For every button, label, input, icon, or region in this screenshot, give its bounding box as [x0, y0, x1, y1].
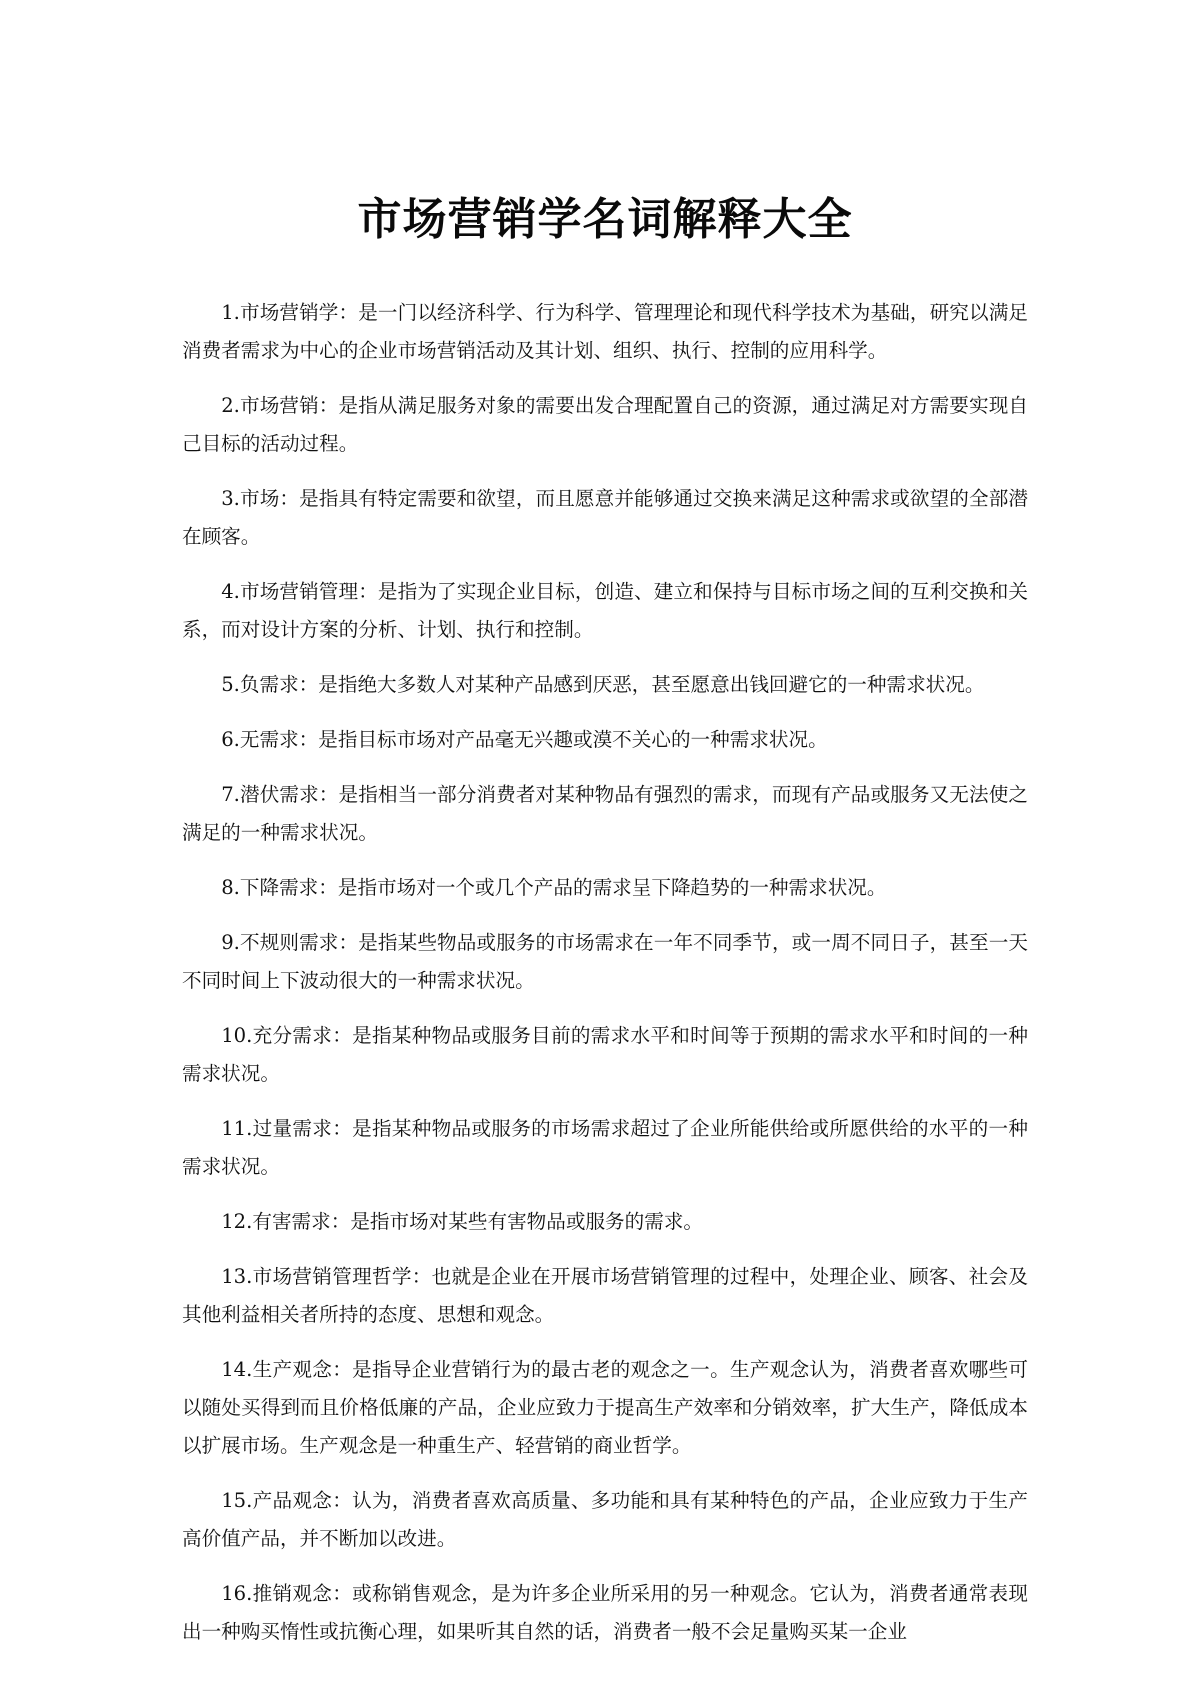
definition-list [182, 294, 1028, 1668]
definition-entry-11: 11.过量需求：是指某种物品或服务的市场需求超过了企业所能供给或所愿供给的水平的一种需求状况。 [182, 1117, 1028, 1178]
definition-entry-12: 12.有害需求：是指市场对某些有害物品或服务的需求。 [221, 1210, 704, 1233]
definition-entry-15: 15.产品观念：认为，消费者喜欢高质量、多功能和具有某种特色的产品，企业应致力于生产高价值产品，并不断加以改进。 [182, 1489, 1028, 1550]
definition-entry-7: 7.潜伏需求：是指相当一部分消费者对某种物品有强烈的需求，而现有产品或服务又无法使之满足的一种需求状况。 [182, 783, 1028, 844]
document-page [182, 0, 1028, 1698]
definition-entry-4: 4.市场营销管理：是指为了实现企业目标，创造、建立和保持与目标市场之间的互利交换和关系，而对设计方案的分析、计划、执行和控制。 [182, 580, 1028, 641]
definition-entry-1: 1.市场营销学：是一门以经济科学、行为科学、管理理论和现代科学技术为基础，研究以满足消费者需求为中心的企业市场营销活动及其计划、组织、执行、控制的应用科学。 [182, 301, 1028, 362]
definition-entry-16: 16.推销观念：或称销售观念，是为许多企业所采用的另一种观念。它认为，消费者通常表现出一种购买惰性或抗衡心理，如果听其自然的话，消费者一般不会足量购买某一企业 [182, 1582, 1028, 1643]
definition-entry-5: 5.负需求：是指绝大多数人对某种产品感到厌恶，甚至愿意出钱回避它的一种需求状况。 [221, 673, 985, 696]
definition-entry-10: 10.充分需求：是指某种物品或服务目前的需求水平和时间等于预期的需求水平和时间的一种需求状况。 [182, 1024, 1028, 1085]
definition-entry-13: 13.市场营销管理哲学：也就是企业在开展市场营销管理的过程中，处理企业、顾客、社会及其他利益相关者所持的态度、思想和观念。 [182, 1265, 1028, 1326]
definition-entry-14: 14.生产观念：是指导企业营销行为的最古老的观念之一。生产观念认为，消费者喜欢哪些可以随处买得到而且价格低廉的产品，企业应致力于提高生产效率和分销效率，扩大生产，降低成本以扩展市场。生产观念是一种重生产、轻营销的商业哲学。 [182, 1358, 1028, 1457]
definition-entry-8: 8.下降需求：是指市场对一个或几个产品的需求呈下降趋势的一种需求状况。 [221, 876, 887, 899]
document-title: 市场营销学名词解释大全 [357, 194, 853, 245]
definition-entry-2: 2.市场营销：是指从满足服务对象的需要出发合理配置自己的资源，通过满足对方需要实现自己目标的活动过程。 [182, 394, 1028, 455]
definition-entry-3: 3.市场：是指具有特定需要和欲望，而且愿意并能够通过交换来满足这种需求或欲望的全部潜在顾客。 [182, 487, 1028, 548]
definition-entry-6: 6.无需求：是指目标市场对产品毫无兴趣或漠不关心的一种需求状况。 [221, 728, 828, 751]
definition-entry-9: 9.不规则需求：是指某些物品或服务的市场需求在一年不同季节，或一周不同日子，甚至一天不同时间上下波动很大的一种需求状况。 [182, 931, 1028, 992]
